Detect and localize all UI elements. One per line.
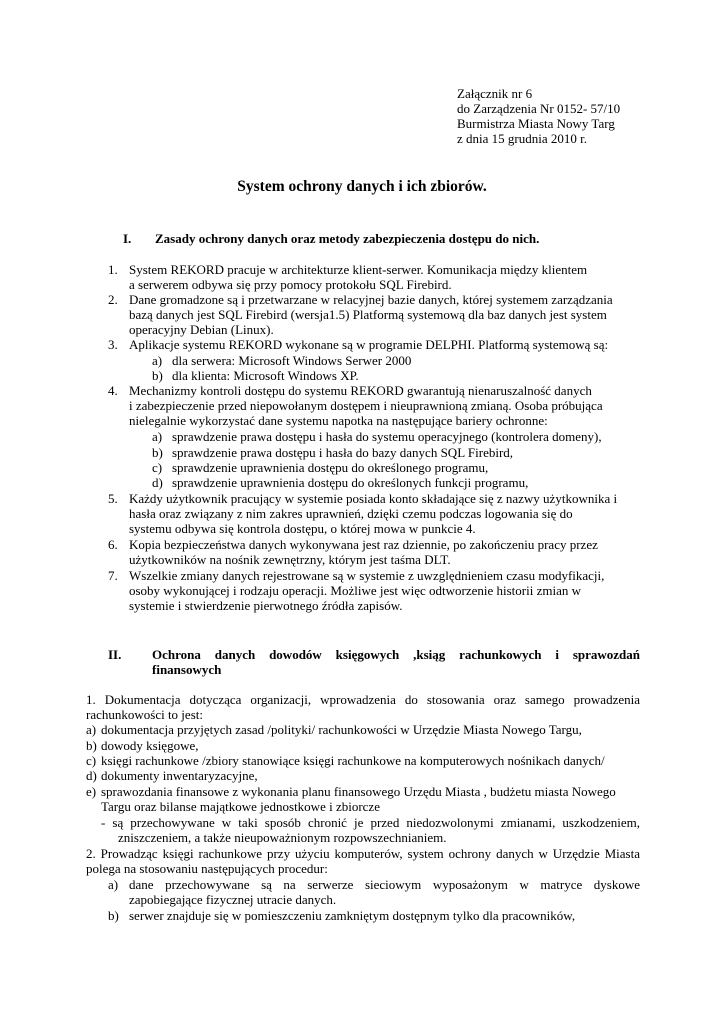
list-label: e) bbox=[86, 784, 97, 799]
list-text: księgi rachunkowe /zbiory stanowiące księgi rachunkowe na komputerowych nośnikach danych/ bbox=[101, 753, 605, 768]
item-number: 5. bbox=[108, 491, 118, 506]
section-2-title-cont: finansowych bbox=[152, 662, 222, 677]
list-text: sprawozdania finansowe z wykonania planu finansowego Urzędu Miasta , budżetu miasta Nowego bbox=[101, 784, 616, 799]
list-text: dokumenty inwentaryzacyjne, bbox=[101, 768, 258, 783]
attachment-line: do Zarządzenia Nr 0152- 57/10 bbox=[457, 101, 621, 116]
list-label: a) bbox=[108, 877, 119, 892]
item-text: osoby wykonującej i rodzaju operacji. Możliwe jest więc odtworzenie historii zmian w bbox=[129, 583, 581, 598]
list-label: d) bbox=[86, 768, 97, 783]
list-text: dane przechowywane są na serwerze sieciowym wyposażonym w matryce dyskowe bbox=[129, 877, 640, 892]
list-label: a) bbox=[86, 722, 97, 737]
paragraph-line: polega na stosowaniu następujących procedur: bbox=[86, 861, 328, 876]
item-text: Wszelkie zmiany danych rejestrowane są w systemie z uwzględnieniem czasu modyfikacji, bbox=[129, 568, 605, 583]
list-text: dowody księgowe, bbox=[101, 738, 199, 753]
sub-text: sprawdzenie uprawnienia dostępu do określonych funkcji programu, bbox=[172, 475, 529, 490]
item-text: bazą danych jest SQL Firebird (wersja1.5) Platformą systemową dla baz danych jest system bbox=[129, 307, 607, 322]
item-text: systemie i stwierdzenie pierwotnego źródła zapisów. bbox=[129, 598, 403, 613]
item-number: 7. bbox=[108, 568, 118, 583]
sub-text: sprawdzenie prawa dostępu i hasła do bazy danych SQL Firebird, bbox=[172, 445, 514, 460]
item-text: użytkowników na nośnik zewnętrzny, którym jest taśma DLT. bbox=[129, 552, 451, 567]
item-number: 6. bbox=[108, 537, 118, 552]
sub-text: sprawdzenie uprawnienia dostępu do określonego programu, bbox=[172, 460, 489, 475]
sub-label: c) bbox=[152, 460, 163, 475]
list-text-cont: Targu oraz bilanse majątkowe jednostkowe i zbiorcze bbox=[101, 799, 380, 814]
item-text: Mechanizmy kontroli dostępu do systemu REKORD gwarantują nienaruszalność danych bbox=[129, 383, 592, 398]
document-title: System ochrony danych i ich zbiorów. bbox=[237, 178, 487, 195]
item-text: Kopia bezpieczeństwa danych wykonywana jest raz dziennie, po zakończeniu pracy przez bbox=[129, 537, 598, 552]
item-text: systemu odbywa się kontrola dostępu, o której mowa w punkcie 4. bbox=[129, 521, 476, 536]
item-number: 4. bbox=[108, 383, 118, 398]
list-label: b) bbox=[86, 738, 97, 753]
section-2-title: Ochrona danych dowodów księgowych ,ksiąg rachunkowych i sprawozdań bbox=[152, 647, 640, 662]
paragraph-line: rachunkowości to jest: bbox=[86, 707, 203, 722]
paragraph-line: 2. Prowadząc księgi rachunkowe przy użyciu komputerów, system ochrony danych w Urzędzie Miasta bbox=[86, 846, 640, 861]
item-text: Dane gromadzone są i przetwarzane w relacyjnej bazie danych, której systemem zarządzania bbox=[129, 292, 613, 307]
sub-text: dla serwera: Microsoft Windows Serwer 2000 bbox=[172, 353, 412, 368]
list-text: dokumentacja przyjętych zasad /polityki/ rachunkowości w Urzędzie Miasta Nowego Targu, bbox=[101, 722, 582, 737]
list-text: serwer znajduje się w pomieszczeniu zamkniętym dostępnym tylko dla pracowników, bbox=[129, 908, 576, 923]
list-text-cont: zapobiegające fizycznej utracie danych. bbox=[129, 892, 337, 907]
item-text: Aplikacje systemu REKORD wykonane są w programie DELPHI. Platformą systemową są: bbox=[129, 337, 609, 352]
item-text: nielegalnie wykorzystać dane systemu napotka na następujące bariery ochronne: bbox=[129, 413, 548, 428]
section-1-title: Zasady ochrony danych oraz metody zabezpieczenia dostępu do nich. bbox=[155, 231, 540, 246]
sub-label: b) bbox=[152, 445, 163, 460]
list-label: c) bbox=[86, 753, 97, 768]
item-number: 1. bbox=[108, 262, 118, 277]
attachment-line: z dnia 15 grudnia 2010 r. bbox=[457, 131, 587, 146]
section-2-number: II. bbox=[108, 647, 122, 662]
item-text: hasła oraz związany z nim zakres uprawnień, dzięki czemu podczas logowania się do bbox=[129, 506, 573, 521]
item-text: i zabezpieczenie przed niepowołanym dostępem i nieuprawnioną zmianą. Osoba próbująca bbox=[129, 398, 603, 413]
item-text: System REKORD pracuje w architekturze klient-serwer. Komunikacja między klientem bbox=[129, 262, 588, 277]
sub-text: dla klienta: Microsoft Windows XP. bbox=[172, 368, 359, 383]
item-text: a serwerem odbywa się przy pomocy protokołu SQL Firebird. bbox=[129, 277, 452, 292]
sub-text: sprawdzenie prawa dostępu i hasła do systemu operacyjnego (kontrolera domeny), bbox=[172, 429, 602, 444]
section-1-heading bbox=[123, 231, 539, 246]
item-number: 2. bbox=[108, 292, 118, 307]
attachment-block bbox=[457, 86, 620, 146]
sub-label: a) bbox=[152, 353, 163, 368]
sub-label: d) bbox=[152, 475, 163, 490]
item-text: operacyjny Debian (Linux). bbox=[129, 322, 274, 337]
paragraph-line: 1. Dokumentacja dotycząca organizacji, wprowadzenia do stosowania oraz samego prowadzenia bbox=[86, 692, 640, 707]
sub-label: a) bbox=[152, 429, 163, 444]
sub-label: b) bbox=[152, 368, 163, 383]
dash-line-cont: zniszczeniem, a także nieupoważnionym rozpowszechnianiem. bbox=[118, 830, 447, 845]
list-label: b) bbox=[108, 908, 119, 923]
item-number: 3. bbox=[108, 337, 118, 352]
item-text: Każdy użytkownik pracujący w systemie posiada konto składające się z nazwy użytkownika i bbox=[129, 491, 618, 506]
section-1-number: I. bbox=[123, 231, 132, 246]
attachment-line: Burmistrza Miasta Nowy Targ bbox=[457, 116, 615, 131]
dash-line: - są przechowywane w taki sposób chronić je przed niedozwolonymi zmianami, uszkodzeniem, bbox=[101, 815, 640, 830]
attachment-line: Załącznik nr 6 bbox=[457, 86, 533, 101]
